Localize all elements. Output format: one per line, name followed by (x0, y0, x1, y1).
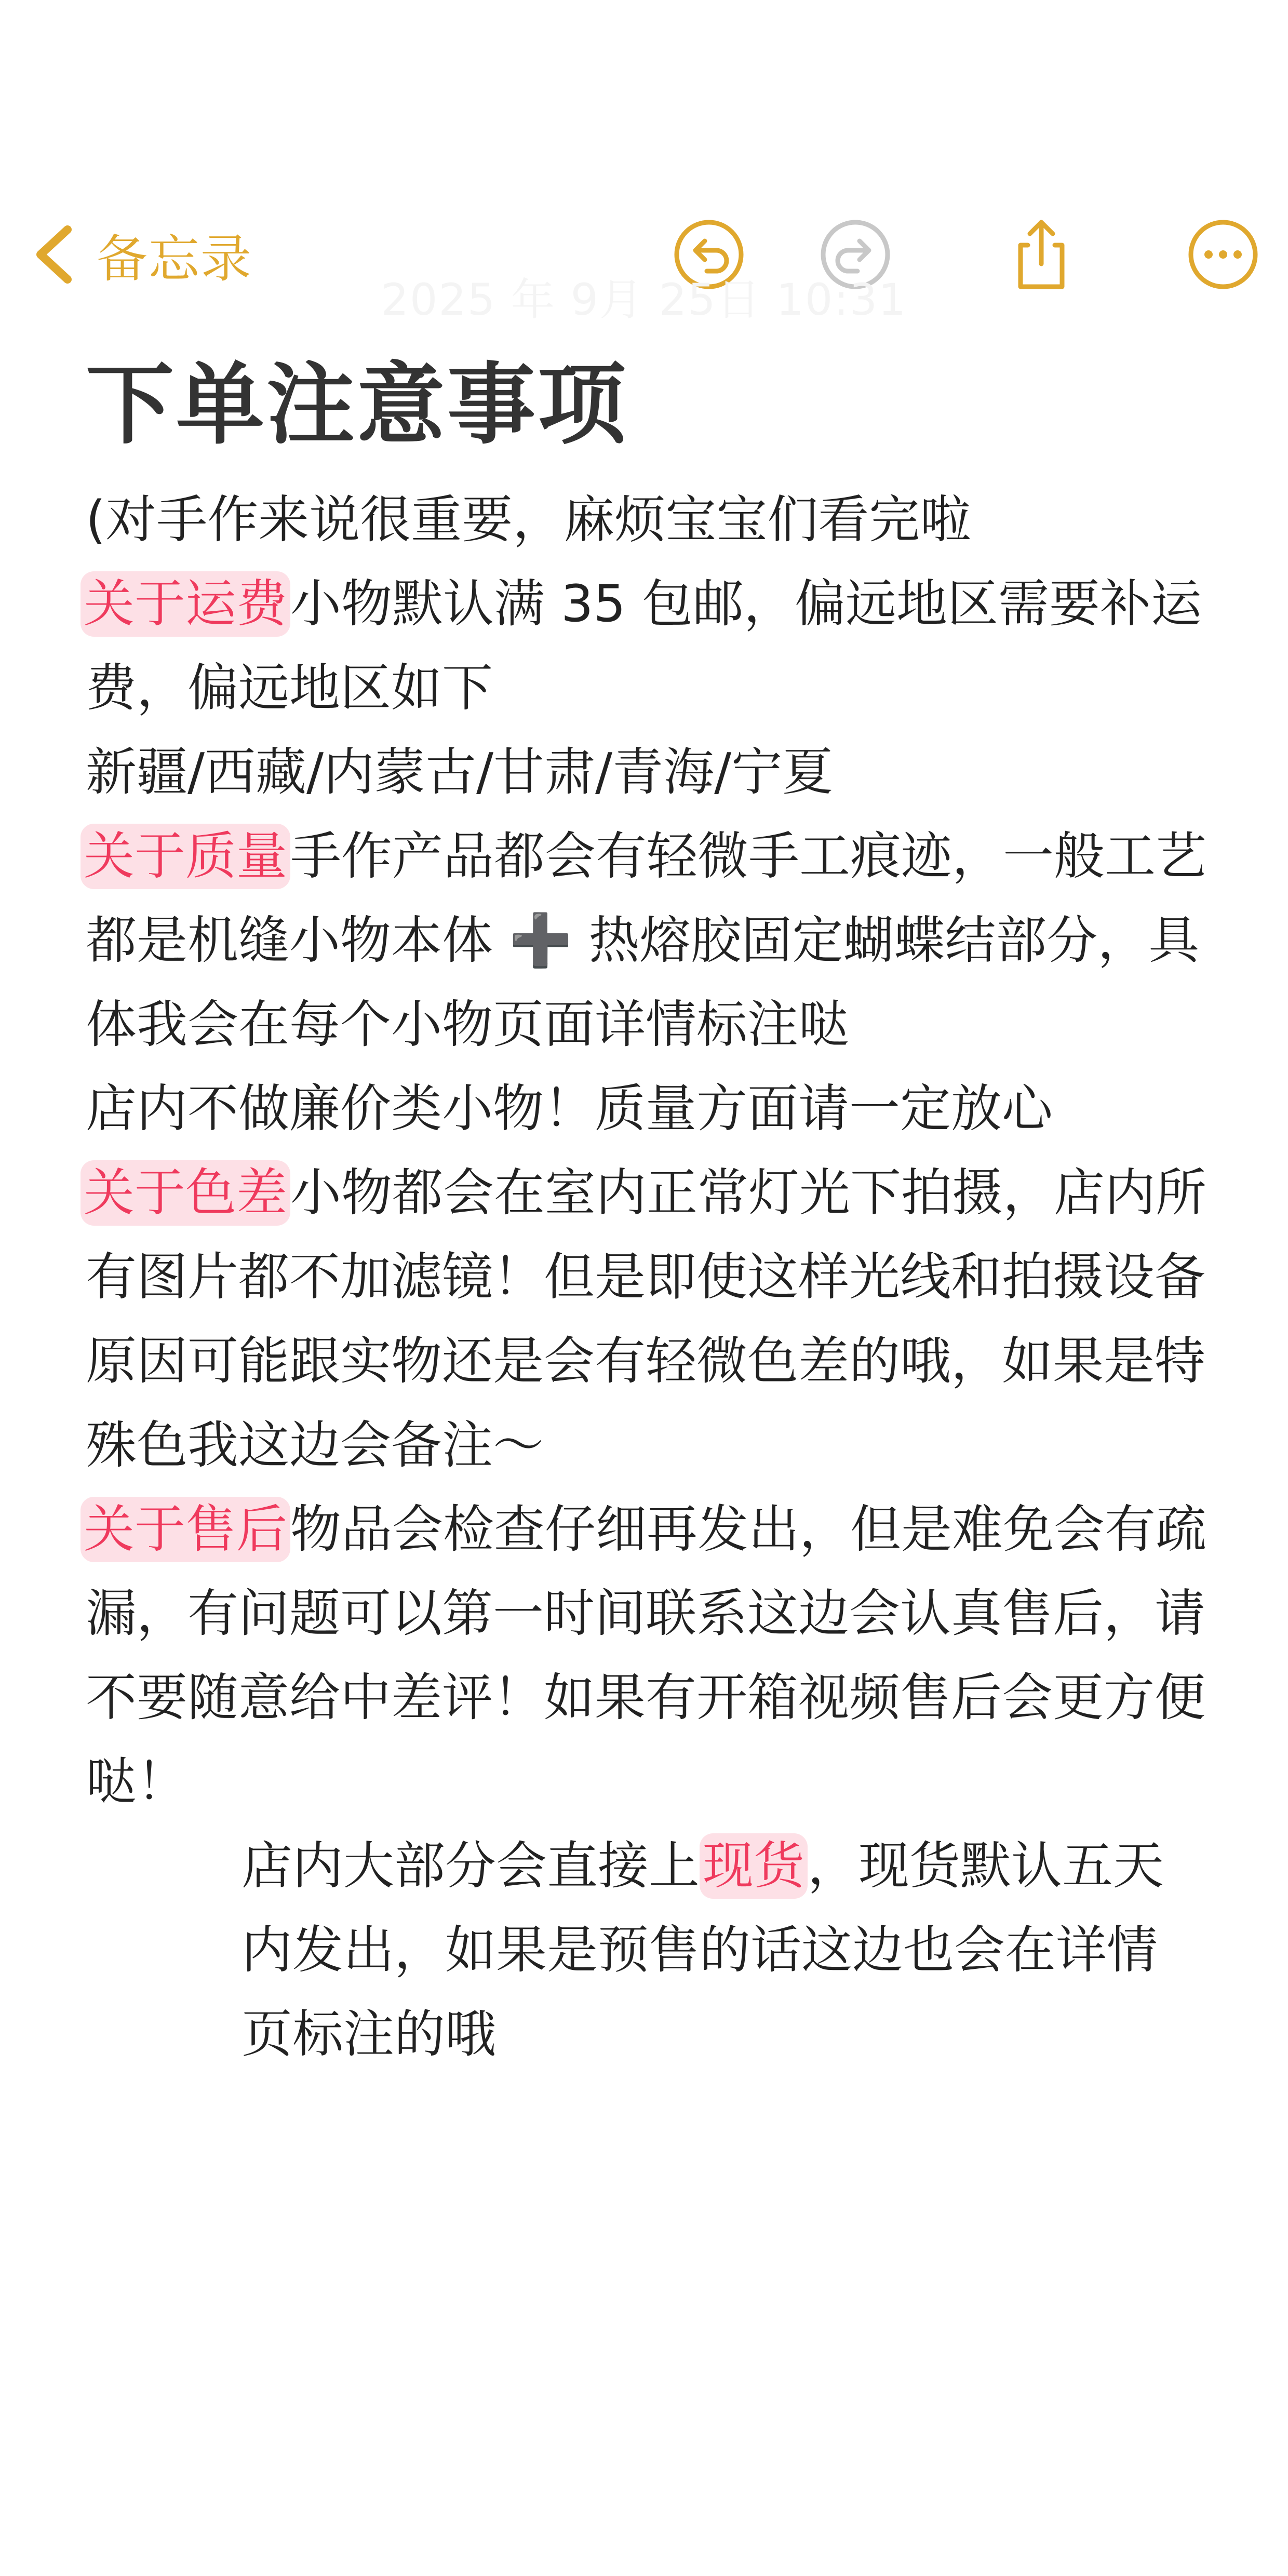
quality-text-part2: 热熔胶固定蝴蝶结部分，具体我会在每个小物页面详情标注哒 (86, 911, 1200, 1054)
stock-paragraph (86, 1824, 1208, 2076)
stock-label: 现货 (700, 1833, 808, 1899)
quality-text-part1: 手作产品都会有轻微手工痕迹，一般工艺都是机缝小物本体 (86, 827, 1207, 970)
note-title[interactable]: 下单注意事项 (86, 354, 628, 457)
stock-text-before: 店内大部分会直接上 (242, 1836, 700, 1896)
color-diff-label: 关于色差 (81, 1160, 290, 1226)
shipping-paragraph (86, 562, 1208, 730)
shipping-text: 小物默认满 35 包邮，偏远地区需要补运费，偏远地区如下 (86, 574, 1202, 718)
note-body[interactable] (86, 478, 1208, 2076)
intro-line: (对手作来说很重要，麻烦宝宝们看完啦 (86, 490, 971, 549)
after-sales-label: 关于售后 (81, 1497, 290, 1562)
after-sales-paragraph (86, 1487, 1208, 1824)
color-diff-text: 小物都会在室内正常灯光下拍摄，店内所有图片都不加滤镜！但是即使这样光线和拍摄设备原因可能跟实物还是会有轻微色差的哦，如果是特殊色我这边会备注～ (86, 1163, 1207, 1475)
shipping-label: 关于运费 (81, 571, 290, 637)
color-diff-paragraph (86, 1151, 1208, 1487)
plus-icon: ➕ (509, 911, 573, 970)
quality-label: 关于质量 (81, 824, 290, 889)
quality-note: 店内不做廉价类小物！质量方面请一定放心 (86, 1079, 1053, 1138)
after-sales-text: 物品会检查仔细再发出，但是难免会有疏漏，有问题可以第一时间联系这边会认真售后，请不要随意给中差评！如果有开箱视频售后会更方便哒！ (86, 1500, 1207, 1812)
stock-text-after: ，现货默认五天内发出，如果是预售的话这边也会在详情页标注的哦 (242, 1836, 1164, 2064)
note-date: 2025 年 9月 25日 10:31 (381, 274, 907, 325)
back-label: 备忘录 (97, 229, 253, 289)
quality-paragraph (86, 814, 1208, 1067)
shipping-regions: 新疆/西藏/内蒙古/甘肃/青海/宁夏 (86, 743, 834, 802)
